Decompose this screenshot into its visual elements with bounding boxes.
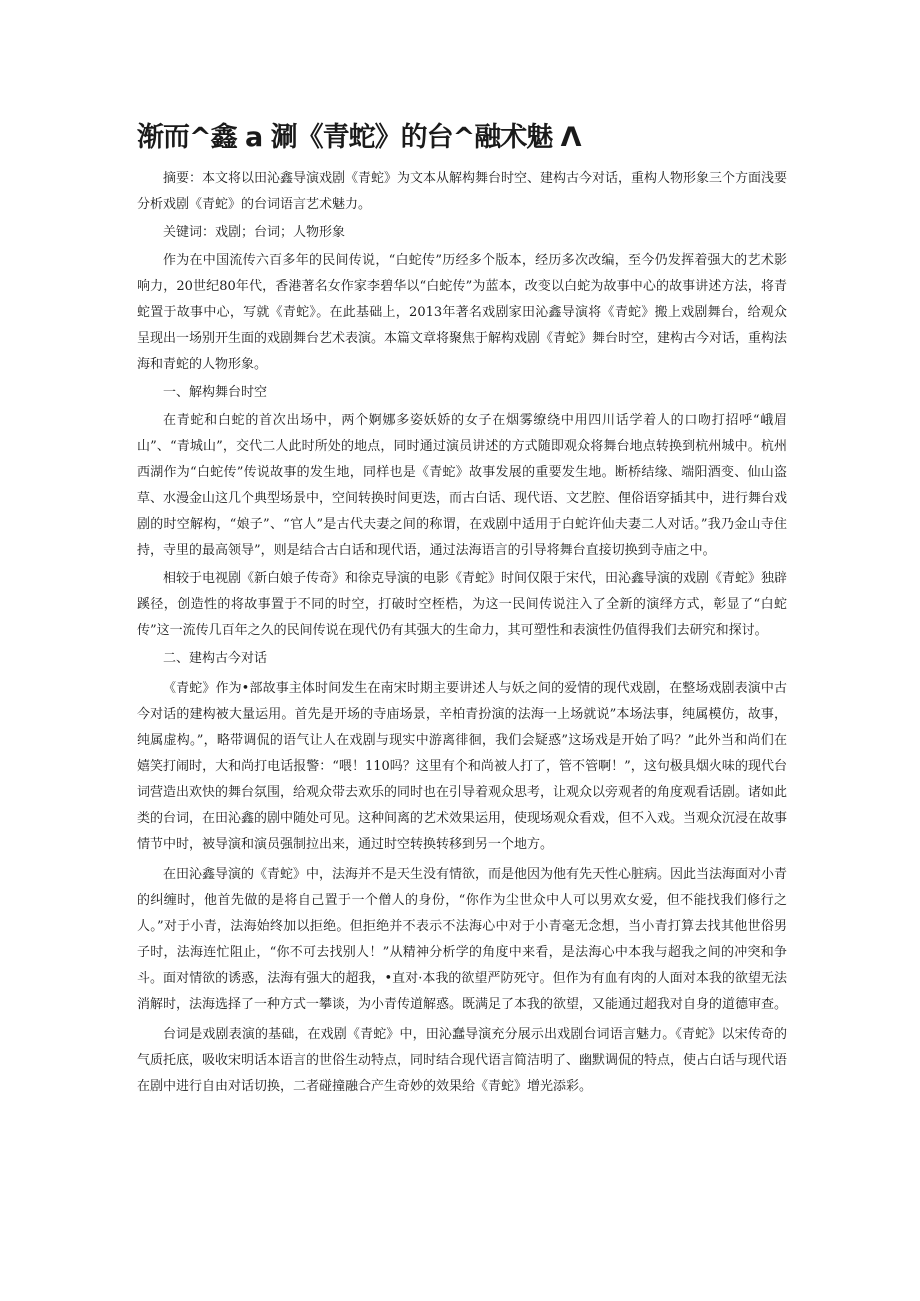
section2-paragraph-1: 《青蛇》作为•部故事主体时间发生在南宋时期主要讲述人与妖之间的爱情的现代戏剧，在整场戏剧表演中古今对话的建构被大量运用。首先是开场的寺庙场景，辛柏青扮演的法海一上场就说”本场法事，纯属模仿，故事，纯属虚构。”，略带调侃的语气让人在戏剧与现实中游离徘徊，我们会疑惑”这场戏是开始了吗？”此外当和尚们在嬉笑打闹时，大和尚打电话报警：“喂！110吗？这里有个和尚被人打了，管不管啊！”，这句极具烟火味的现代台词营造出欢快的舞台氛围，给观众带去欢乐的同时也在引导着观众思考，让观众以旁观者的角度观看话剧。诸如此类的台词，在田沁鑫的剧中随处可见。这种间离的艺术效果运用，使现场观众看戏，但不入戏。当观众沉浸在故事情节中时，被导演和演员强制拉出来，通过时空转换转移到另一个地方。 — [137, 681, 788, 852]
abstract-paragraph: 摘要：本文将以田沁鑫导演戏剧《青蛇》为文本从解构舞台时空、建构古今对话，重构人物形象三个方面浅要分析戏剧《青蛇》的台词语言艺术魅力。 — [137, 171, 788, 212]
section2-paragraph-2: 在田沁鑫导演的《青蛇》中，法海并不是天生没有情欲，而是他因为他有先天性心脏病。因此当法海面对小青的纠缠时，他首先做的是将自己置于一个僧人的身份，“你作为尘世众中人可以男欢女爱，但不能找我们修行之人。”对于小青，法海始终加以拒绝。但拒绝并不表示不法海心中对于小青毫无念想，当小青打算去找其他世俗男子时，法海连忙阻止，“你不可去找别人！”从精神分析学的角度中来看，是法海心中本我与超我之间的冲突和争斗。面对情欲的诱惑，法海有强大的超我，•直对·本我的欲望严防死守。但作为有血有肉的人面对本我的欲望无法消解时，法海选择了一种方式一攀谈，为小青传道解惑。既满足了本我的欲望，又能通过超我对自身的道德审查。 — [137, 867, 788, 1012]
section-heading-2: 二、建构古今对话 — [163, 651, 268, 666]
article-body — [137, 166, 787, 1100]
section1-paragraph-1: 在青蛇和白蛇的首次出场中，两个婀娜多姿妖娇的女子在烟雾缭绕中用四川话学着人的口吻打招呼“峨眉山”、“青城山”，交代二人此时所处的地点，同时通过演员讲述的方式随即观众将舞台地点转换到杭州城中。杭州西湖作为“白蛇传”传说故事的发生地，同样也是《青蛇》故事发展的重要发生地。断桥结缘、端阳酒变、仙山盗草、水漫金山这几个典型场景中，空间转换时间更迭，而古白话、现代语、文艺腔、俚俗语穿插其中，进行舞台戏剧的时空解构，“娘子”、“官人”是古代夫妻之间的称谓，在戏剧中适用于白蛇许仙夫妻二人对话。”我乃金山寺住持，寺里的最高领导”，则是结合古白话和现代语，通过法海语言的引导将舞台直接切换到寺庙之中。 — [137, 413, 788, 558]
section1-paragraph-2: 相较于电视剧《新白娘子传奇》和徐克导演的电影《青蛇》时间仅限于宋代，田沁鑫导演的戏剧《青蛇》独辟蹊径，创造性的将故事置于不同的时空，打破时空桎梏，为这一民间传说注入了全新的演绎方式，彰显了“白蛇传”这一流传几百年之久的民间传说在现代仍有其强大的生命力，其可塑性和表演性仍值得我们去研究和探讨。 — [137, 571, 788, 638]
intro-paragraph: 作为在中国流传六百多年的民间传说，“白蛇传”历经多个版本，经历多次改编，至今仍发挥着强大的艺术影响力，20世纪80年代，香港著名女作家李碧华以“白蛇传”为蓝本，改变以白蛇为故事中心的故事讲述方法，将青蛇置于故事中心，写就《青蛇》。在此基础上，2013年著名戏剧家田沁鑫导演将《青蛇》搬上戏剧舞台，给观众呈现出一场别开生面的戏剧舞台艺术表演。本篇文章将聚焦于解构戏剧《青蛇》舞台时空，建构古今对话，重构法海和青蛇的人物形象。 — [137, 253, 788, 372]
section2-paragraph-3: 台词是戏剧表演的基础，在戏剧《青蛇》中，田沁蠢导演充分展示出戏剧台词语言魅力。《青蛇》以宋传奇的气质托底，吸收宋明话本语言的世俗生动特点，同时结合现代语言简洁明了、幽默调侃的特点，使占白话与现代语在剧中进行自由对话切换，二者碰撞融合产生奇妙的效果给《青蛇》增光添彩。 — [137, 1027, 788, 1094]
page-title: 渐而^鑫 a 涮《青蛇》的台^融术魅 Λ — [137, 122, 581, 153]
section-heading-1: 一、解构舞台时空 — [163, 385, 268, 400]
keywords-line: 关键词：戏剧；台词；人物形象 — [163, 225, 346, 240]
